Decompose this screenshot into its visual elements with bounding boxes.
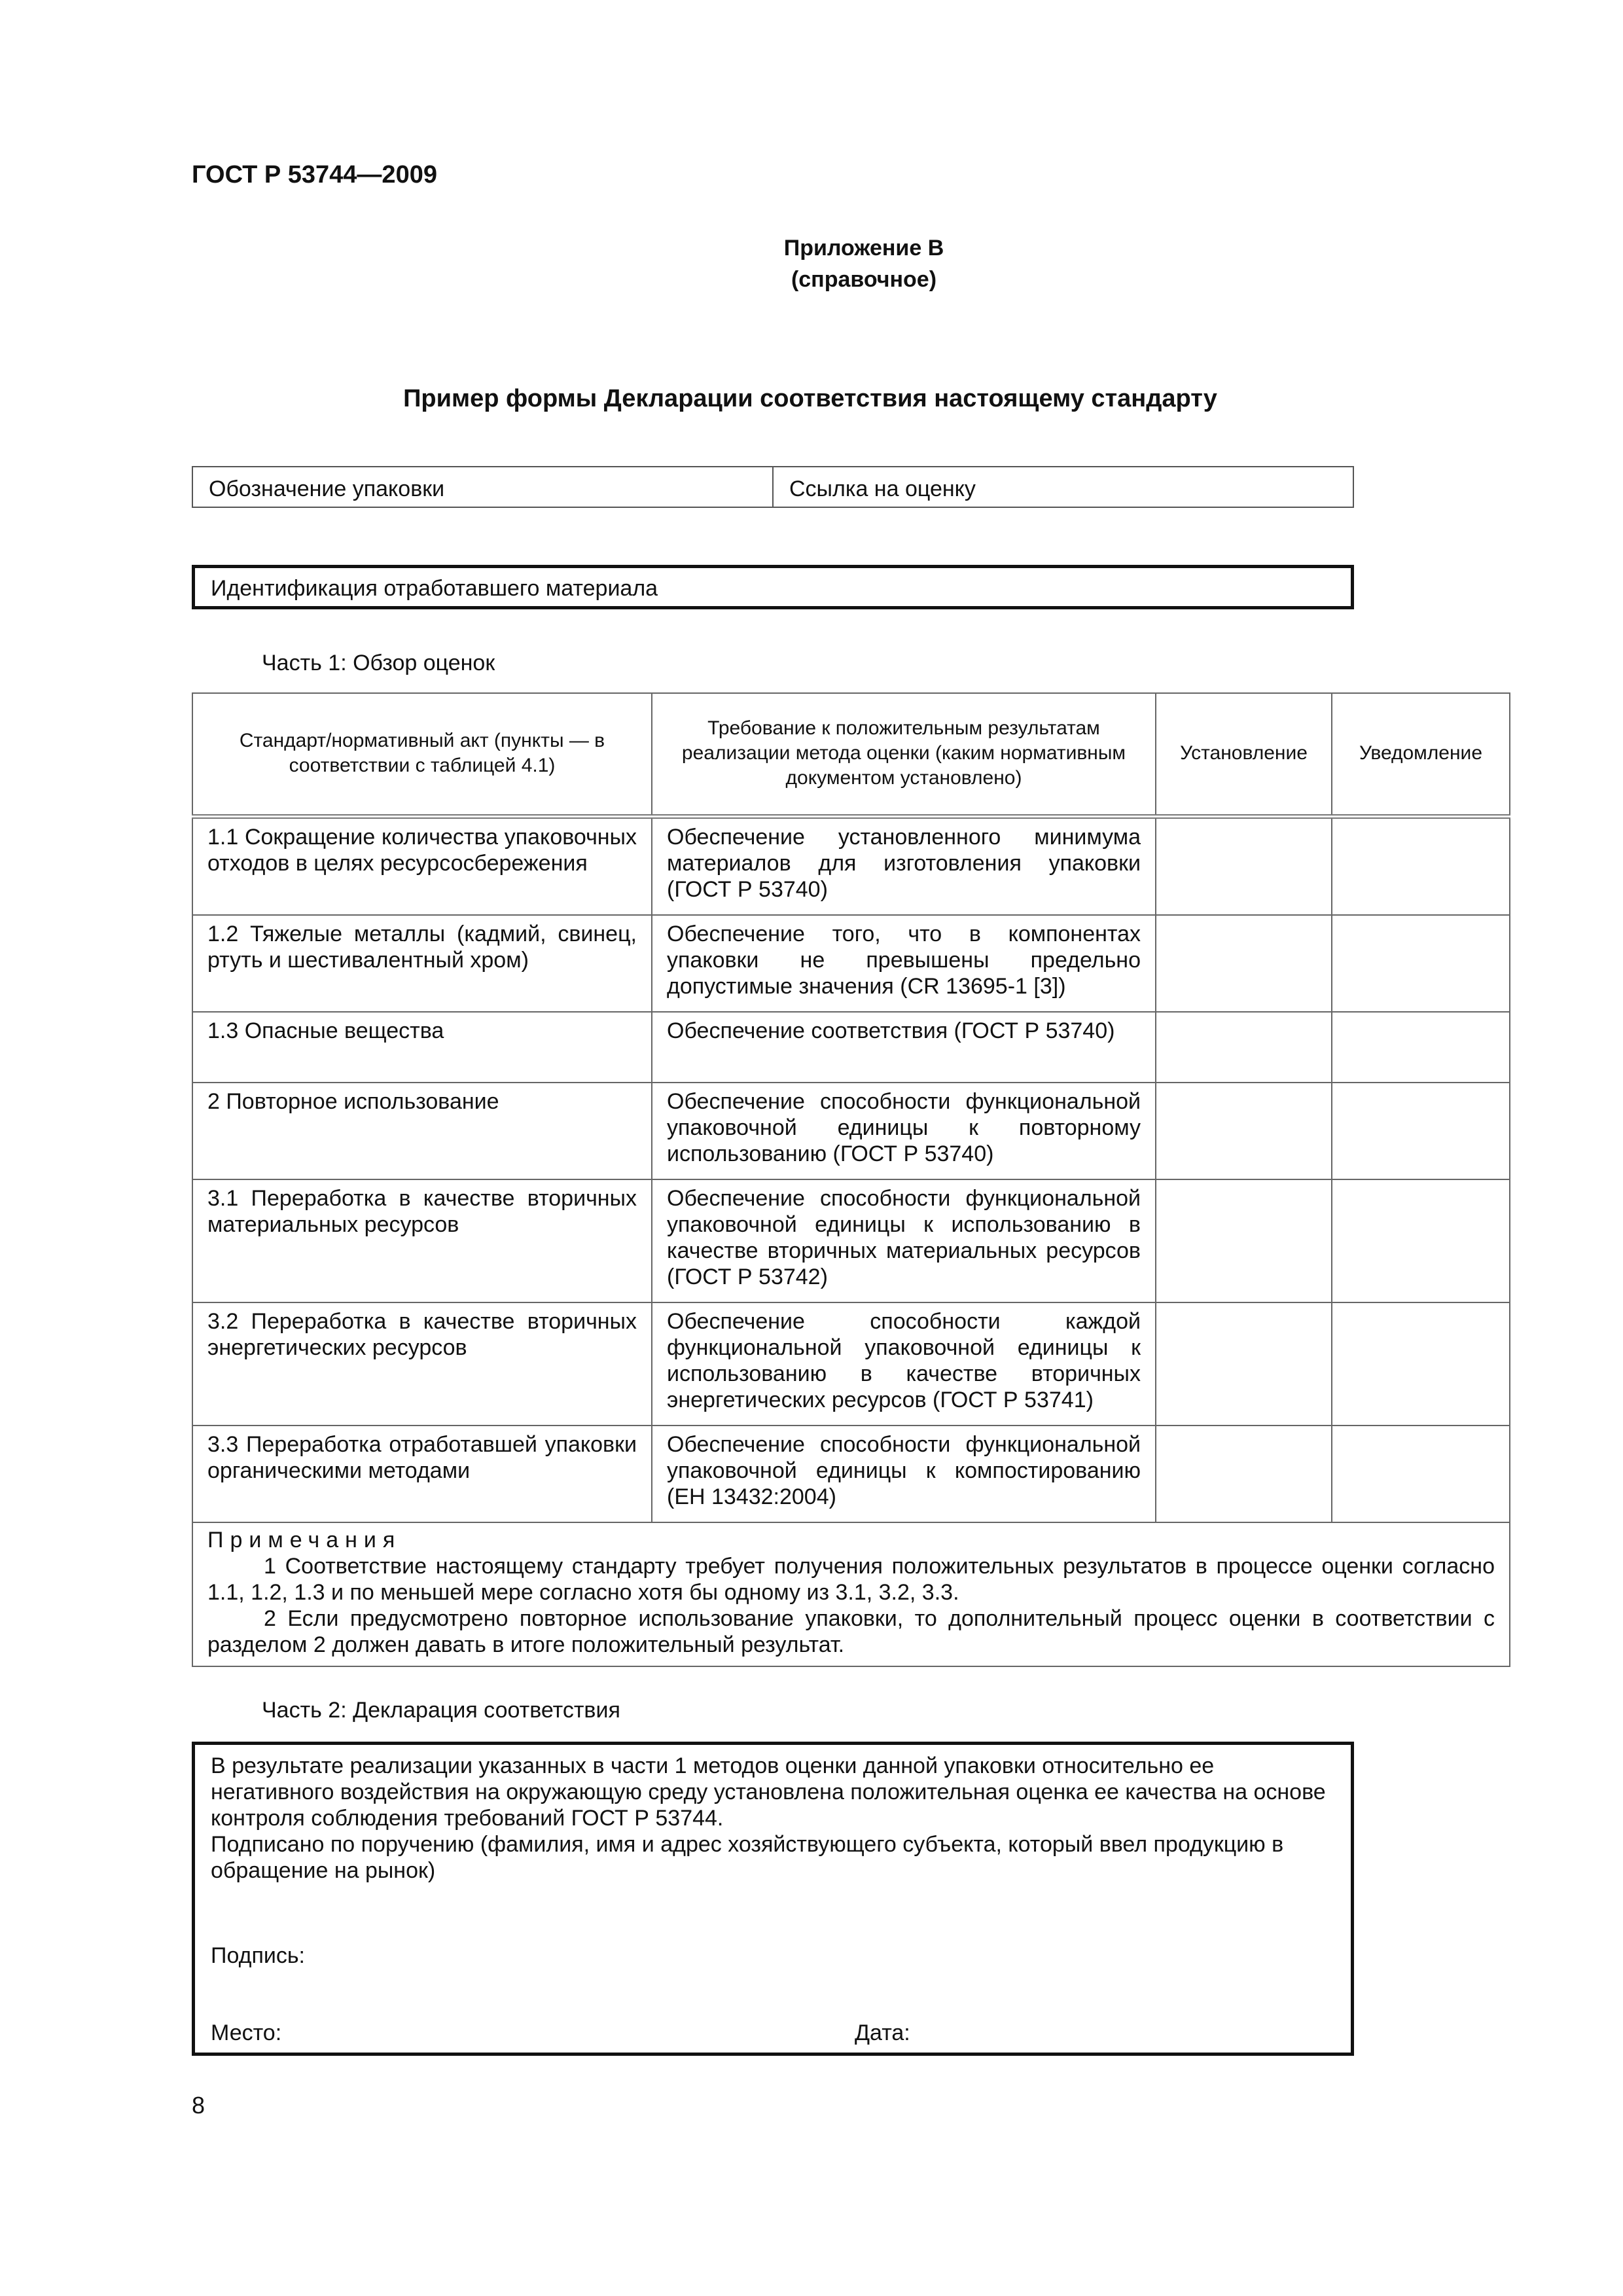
standard-cell: 3.1 Переработка в качестве вторичных материальных ресурсов — [192, 1179, 652, 1302]
establishment-cell[interactable] — [1156, 1012, 1332, 1083]
place-field[interactable]: Место: — [211, 2020, 282, 2045]
header-requirement: Требование к положительным результатам реализации метода оценки (каким нормативным документом установлено) — [652, 693, 1156, 817]
requirement-cell: Обеспечение способности функциональной упаковочной единицы к повторному использованию (ГОСТ Р 53740) — [652, 1083, 1156, 1179]
packaging-designation-field[interactable]: Обозначение упаковки — [209, 476, 445, 501]
table-row — [192, 1083, 1510, 1179]
notes-row — [192, 1522, 1510, 1666]
standard-cell: 2 Повторное использование — [192, 1083, 652, 1179]
establishment-cell[interactable] — [1156, 1302, 1332, 1426]
part1-title: Часть 1: Обзор оценок — [262, 651, 495, 675]
header-establishment: Установление — [1156, 693, 1332, 817]
requirement-cell: Обеспечение способности функциональной упаковочной единицы к использованию в качестве вторичных материальных ресурсов (ГОСТ Р 53742) — [652, 1179, 1156, 1302]
header-notification: Уведомление — [1332, 693, 1510, 817]
notes-cell — [192, 1522, 1510, 1666]
requirement-cell: Обеспечение способности функциональной упаковочной единицы к компостированию (ЕН 13432:2004) — [652, 1426, 1156, 1522]
establishment-cell[interactable] — [1156, 1083, 1332, 1179]
requirement-cell: Обеспечение того, что в компонентах упаковки не превышены предельно допустимые значения (CR 13695-1 [3]) — [652, 915, 1156, 1012]
table-row — [192, 1302, 1510, 1426]
standard-cell: 1.1 Сокращение количества упаковочных отходов в целях ресурсосбережения — [192, 817, 652, 916]
declaration-text: В результате реализации указанных в части 1 методов оценки данной упаковки относительно ее негативного воздействия на окружающую среду установлена положительная оценка ее качества на основе контроля соблюдения требований ГОСТ Р 53744. — [211, 1753, 1326, 1831]
note-2: 2 Если предусмотрено повторное использование упаковки, то дополнительный процесс оценки в соответствии с разделом 2 должен давать в итоге положительный результат. — [207, 1606, 1495, 1657]
appendix-title: Приложение В — [783, 236, 944, 260]
standard-cell: 1.3 Опасные вещества — [192, 1012, 652, 1083]
appendix-heading — [681, 232, 1047, 295]
requirement-cell: Обеспечение способности каждой функциональной упаковочной единицы к использованию в качестве вторичных энергетических ресурсов (ГОСТ Р 53741) — [652, 1302, 1156, 1426]
notification-cell[interactable] — [1332, 1012, 1510, 1083]
form-title: Пример формы Декларации соответствия настоящему стандарту — [403, 385, 1217, 412]
table-header-row — [192, 693, 1510, 817]
page-number: 8 — [192, 2092, 205, 2119]
notification-cell[interactable] — [1332, 1179, 1510, 1302]
appendix-type: (справочное) — [791, 267, 937, 292]
table-row — [192, 817, 1510, 916]
declaration-box — [192, 1742, 1354, 2056]
notification-cell[interactable] — [1332, 1302, 1510, 1426]
establishment-cell[interactable] — [1156, 817, 1332, 916]
standard-cell: 1.2 Тяжелые металлы (кадмий, свинец, ртуть и шестивалентный хром) — [192, 915, 652, 1012]
notification-cell[interactable] — [1332, 817, 1510, 916]
requirement-cell: Обеспечение соответствия (ГОСТ Р 53740) — [652, 1012, 1156, 1083]
date-field[interactable]: Дата: — [855, 2020, 910, 2045]
standard-cell: 3.3 Переработка отработавшей упаковки органическими методами — [192, 1426, 652, 1522]
packaging-reference-box — [192, 466, 1354, 508]
material-identification-field[interactable]: Идентификация отработавшего материала — [192, 565, 1354, 609]
table-row — [192, 1426, 1510, 1522]
table-row — [192, 1012, 1510, 1083]
notification-cell[interactable] — [1332, 1426, 1510, 1522]
note-1: 1 Соответствие настоящему стандарту требует получения положительных результатов в процессе оценки согласно 1.1, 1.2, 1.3 и по меньшей мере согласно хотя бы одному из 3.1, 3.2, 3.3. — [207, 1554, 1495, 1605]
establishment-cell[interactable] — [1156, 915, 1332, 1012]
notification-cell[interactable] — [1332, 1083, 1510, 1179]
establishment-cell[interactable] — [1156, 1179, 1332, 1302]
document-standard-number: ГОСТ Р 53744—2009 — [192, 161, 437, 188]
notes-title: Примечания — [207, 1528, 402, 1552]
assessment-reference-field[interactable]: Ссылка на оценку — [772, 467, 1353, 507]
table-row — [192, 915, 1510, 1012]
table-row — [192, 1179, 1510, 1302]
part2-title: Часть 2: Декларация соответствия — [262, 1698, 620, 1723]
requirement-cell: Обеспечение установленного минимума материалов для изготовления упаковки (ГОСТ Р 53740) — [652, 817, 1156, 916]
standard-cell: 3.2 Переработка в качестве вторичных энергетических ресурсов — [192, 1302, 652, 1426]
assessment-table — [192, 692, 1510, 1667]
notification-cell[interactable] — [1332, 915, 1510, 1012]
signature-field[interactable]: Подпись: — [211, 1943, 306, 1968]
header-standard: Стандарт/нормативный акт (пункты — в соответствии с таблицей 4.1) — [192, 693, 652, 817]
establishment-cell[interactable] — [1156, 1426, 1332, 1522]
signed-on-behalf-text: Подписано по поручению (фамилия, имя и адрес хозяйствующего субъекта, который ввел продукцию в обращение на рынок) — [211, 1832, 1284, 1883]
